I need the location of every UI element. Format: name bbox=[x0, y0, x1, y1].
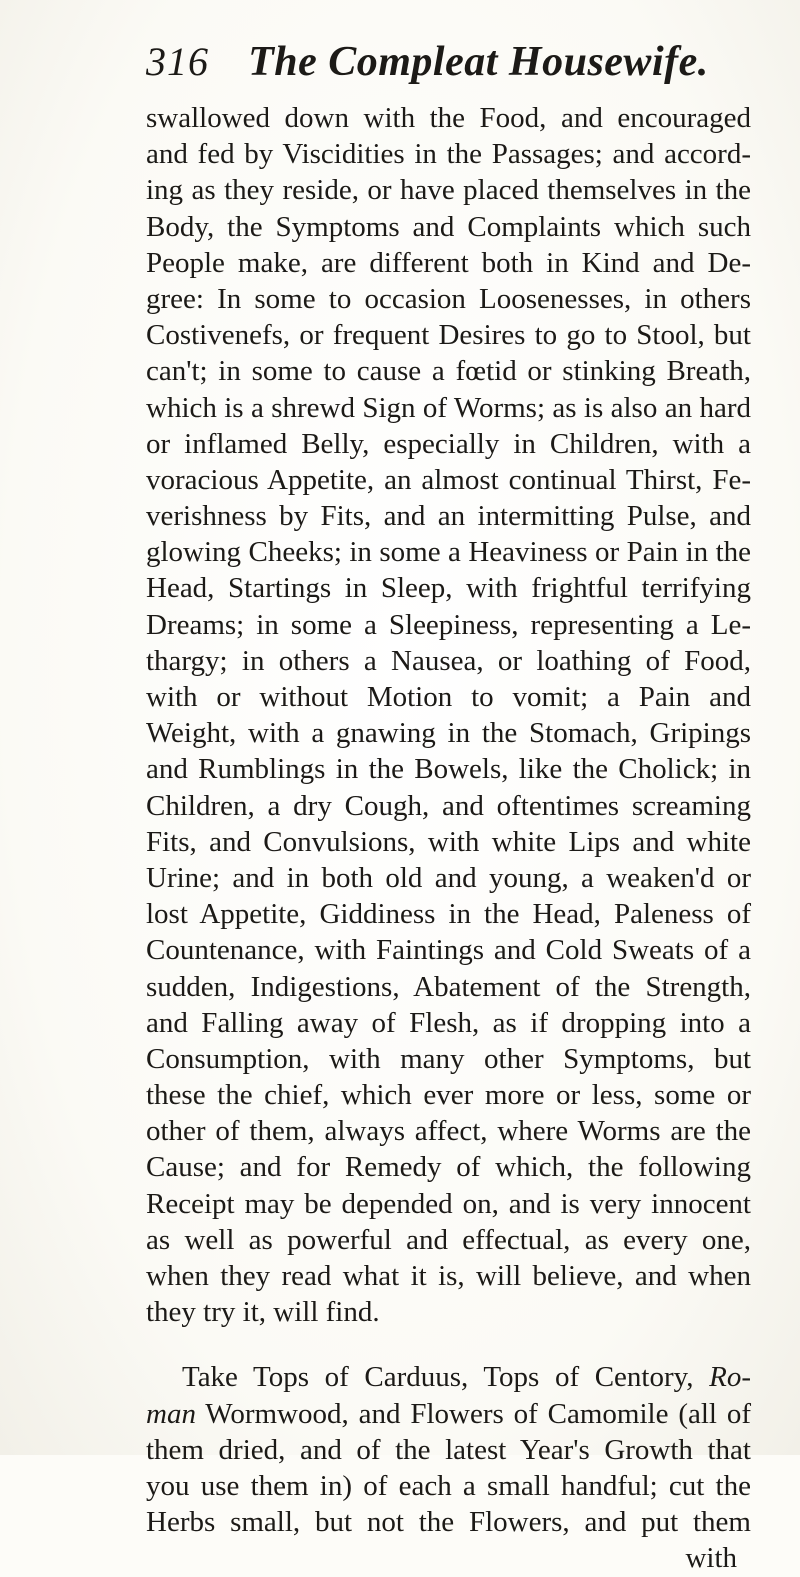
text-line: glowing Cheeks; in some a Heaviness or Pain in the bbox=[146, 536, 751, 569]
italic-word: man bbox=[146, 1397, 196, 1430]
catchword: with bbox=[685, 1542, 737, 1575]
catchword-line bbox=[146, 1540, 751, 1576]
paragraph-receipt bbox=[146, 1359, 751, 1576]
text-line: Herbs small, but not the Flowers, and put them bbox=[146, 1506, 751, 1539]
text-line: ing as they reside, or have placed themselves in the bbox=[146, 174, 751, 207]
text-line: verishness by Fits, and an intermitting Pulse, and bbox=[146, 500, 751, 533]
text-line: Costivenefs, or frequent Desires to go to Stool, but bbox=[146, 319, 751, 352]
text-line: when they read what it is, will believe, and when bbox=[146, 1260, 751, 1292]
text-line: and Rumblings in the Bowels, like the Cholick; in bbox=[146, 753, 751, 786]
text-line: Consumption, with many other Symptoms, but bbox=[146, 1042, 751, 1075]
text-line: Urine; and in both old and young, a weaken'd or bbox=[146, 861, 751, 894]
text-line: and Falling away of Flesh, as if dropping into a bbox=[146, 1006, 751, 1039]
text-line: these the chief, which ever more or less, some or bbox=[146, 1079, 751, 1112]
running-head bbox=[146, 38, 709, 98]
text-line: man Wormwood, and Flowers of Camomile (all of bbox=[146, 1397, 751, 1430]
italic-word: Ro- bbox=[709, 1361, 751, 1394]
text-line: lost Appetite, Giddiness in the Head, Paleness of bbox=[146, 898, 751, 931]
text-line: Take Tops of Carduus, Tops of Centory, Ro- bbox=[182, 1361, 751, 1394]
text-line: or inflamed Belly, especially in Children, with a bbox=[146, 427, 751, 460]
text-line: Children, a dry Cough, and oftentimes screaming bbox=[146, 789, 751, 822]
text-line: Body, the Symptoms and Complaints which such bbox=[146, 210, 751, 243]
running-title: The Compleat Housewife. bbox=[248, 39, 709, 85]
text-line: which is a shrewd Sign of Worms; as is also an hard bbox=[146, 391, 751, 424]
paragraph-symptoms bbox=[146, 100, 751, 1330]
text-line: you use them in) of each a small handful; cut the bbox=[146, 1469, 751, 1502]
text-line: them dried, and of the latest Year's Growth that bbox=[146, 1433, 751, 1466]
text-line: Receipt may be depended on, and is very innocent bbox=[146, 1187, 751, 1220]
text-line: as well as powerful and effectual, as every one, bbox=[146, 1223, 751, 1256]
text-line: Fits, and Convulsions, with white Lips and white bbox=[146, 825, 751, 858]
text-line: voracious Appetite, an almost continual Thirst, Fe- bbox=[146, 463, 751, 496]
text-line: Dreams; in some a Sleepiness, representing a Le- bbox=[146, 608, 751, 641]
text-line: other of them, always affect, where Worms are the bbox=[146, 1115, 751, 1148]
text-line: can't; in some to cause a fœtid or stinking Breath, bbox=[146, 355, 751, 388]
text-line: with or without Motion to vomit; a Pain and bbox=[146, 681, 751, 713]
text-line: Weight, with a gnawing in the Stomach, Gripings bbox=[146, 717, 751, 750]
text-line: Head, Startings in Sleep, with frightful terrifying bbox=[146, 572, 751, 605]
paragraph-gap bbox=[146, 1330, 751, 1359]
text-line: People make, are different both in Kind and De- bbox=[146, 246, 751, 279]
text-line: swallowed down with the Food, and encouraged bbox=[146, 102, 751, 134]
text-line: Countenance, with Faintings and Cold Sweats of a bbox=[146, 934, 751, 967]
text-line: and fed by Viscidities in the Passages; and accord- bbox=[146, 138, 751, 171]
text-line: they try it, will find. bbox=[146, 1296, 380, 1329]
text-line: gree: In some to occasion Loosenesses, in others bbox=[146, 282, 751, 315]
body-text bbox=[146, 100, 751, 1577]
page-number: 316 bbox=[146, 39, 209, 84]
text-line: sudden, Indigestions, Abatement of the Strength, bbox=[146, 970, 751, 1003]
text-line: Cause; and for Remedy of which, the following bbox=[146, 1151, 751, 1184]
text-line: thargy; in others a Nausea, or loathing of Food, bbox=[146, 644, 751, 677]
